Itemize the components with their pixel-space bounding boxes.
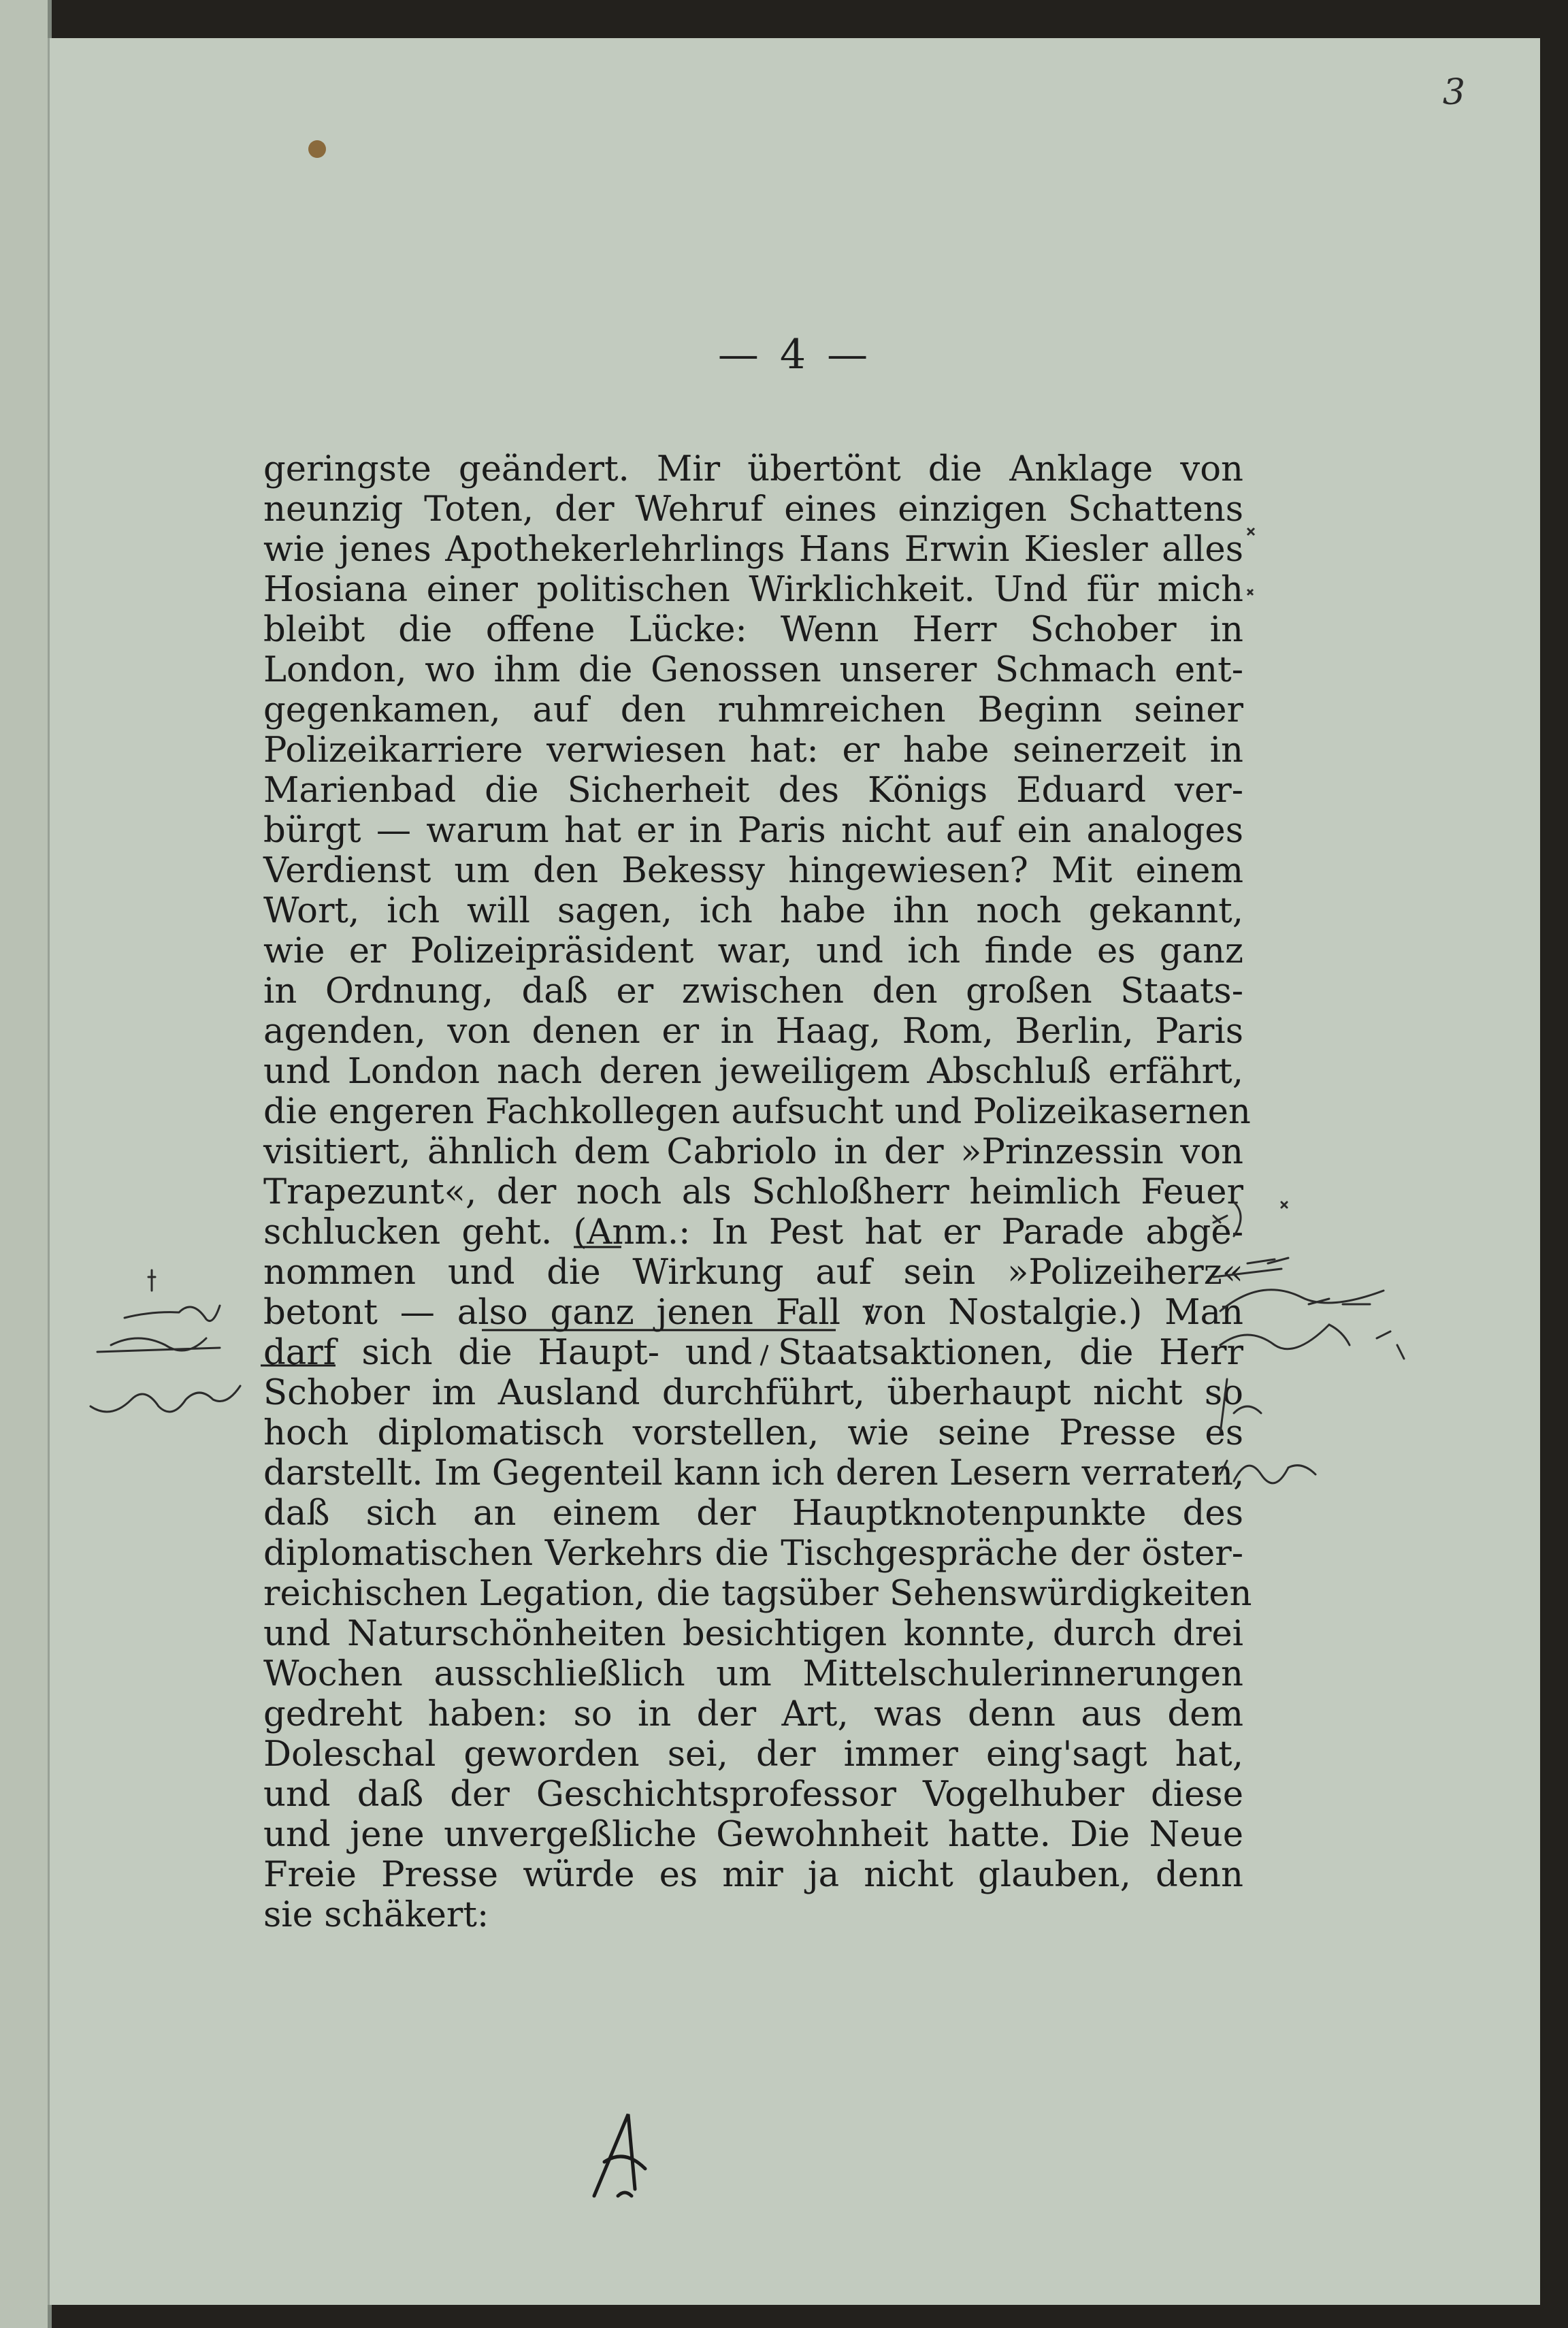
text-line: gegenkamen, auf den ruhmreichen Beginn seiner [263,690,1243,730]
text-line: Hosiana einer politischen Wirklichkeit. Und für mich [263,569,1243,610]
ink-spot [308,140,326,158]
text-line: gedreht haben: so in der Art, was denn aus dem [263,1694,1243,1734]
text-line: schlucken geht. (Anm.: In Pest hat er Parade abge- [263,1212,1243,1252]
text-line: Wochen ausschließlich um Mittelschulerinnerungen [263,1653,1243,1694]
left-margin-handwriting [84,1250,274,1454]
text-line: betont — also ganz jenen Fall von Nostalgie.) Man [263,1292,1243,1333]
signature-mark [581,2107,662,2203]
text-line: und jene unvergeßliche Gewohnheit hatte. Die Neue [263,1814,1243,1855]
text-line: Schober im Ausland durchführt, überhaupt nicht so [263,1372,1243,1413]
text-line: wie er Polizeipräsident war, und ich finde es ganz [263,931,1243,971]
text-line: Marienbad die Sicherheit des Königs Eduard ver- [263,770,1243,811]
margin-cross-marks [1220,508,1302,617]
text-strike-marks [261,1223,1281,1495]
text-line: und daß der Geschichtsprofessor Vogelhuber diese [263,1774,1243,1815]
text-line: darstellt. Im Gegenteil kann ich deren Lesern verraten, [263,1453,1245,1493]
text-line: visitiert, ähnlich dem Cabriolo in der »Prinzessin von [263,1131,1243,1172]
text-line: geringste geändert. Mir übertönt die Anklage von [263,449,1243,489]
document-page [48,38,1540,2305]
text-line: darf sich die Haupt- und Staatsaktionen, die Herr [263,1332,1243,1373]
text-line: agenden, von denen er in Haag, Rom, Berlin, Paris [263,1011,1243,1052]
body-text [263,449,1252,1935]
text-line: die engeren Fachkollegen aufsucht und Polizeikasernen [263,1091,1251,1132]
text-line: Polizeikarriere verwiesen hat: er habe seinerzeit in [263,730,1243,771]
text-line: Doleschal geworden sei, der immer eing'sagt hat, [263,1734,1243,1775]
text-line: und London nach deren jeweiligem Abschluß erfährt, [263,1051,1243,1092]
handwritten-page-number: 3 [1442,72,1465,113]
text-line: sie schäkert: [263,1894,489,1935]
text-line: Freie Presse würde es mir ja nicht glauben, denn [263,1854,1243,1895]
text-line: neunzig Toten, der Wehruf eines einzigen Schattens [263,489,1243,530]
text-line: daß sich an einem der Hauptknotenpunkte des [263,1493,1243,1534]
text-line: und Naturschönheiten besichtigen konnte, durch drei [263,1613,1243,1654]
text-line: Wort, ich will sagen, ich habe ihn noch gekannt, [263,890,1243,931]
printed-page-number: — 4 — [717,331,872,378]
text-line: Verdienst um den Bekessy hingewiesen? Mit einem [263,850,1243,891]
text-line: bleibt die offene Lücke: Wenn Herr Schober in [263,609,1243,650]
text-line: reichischen Legation, die tagsüber Sehenswürdigkeiten [263,1573,1252,1614]
page-left-edge [0,0,52,2328]
text-line: bürgt — warum hat er in Paris nicht auf ein analoges [263,810,1243,851]
text-line: diplomatischen Verkehrs die Tischgespräche der öster- [263,1533,1243,1574]
text-line: Trapezunt«, der noch als Schloßherr heimlich Feuer [263,1171,1243,1212]
text-line: nommen und die Wirkung auf sein »Polizeiherz« [263,1252,1243,1293]
text-line: London, wo ihm die Genossen unserer Schmach ent- [263,649,1243,690]
text-line: wie jenes Apothekerlehrlings Hans Erwin Kiesler alles [263,529,1243,570]
text-line: hoch diplomatisch vorstellen, wie seine Presse es [263,1412,1243,1453]
text-line: in Ordnung, daß er zwischen den großen Staats- [263,971,1243,1012]
